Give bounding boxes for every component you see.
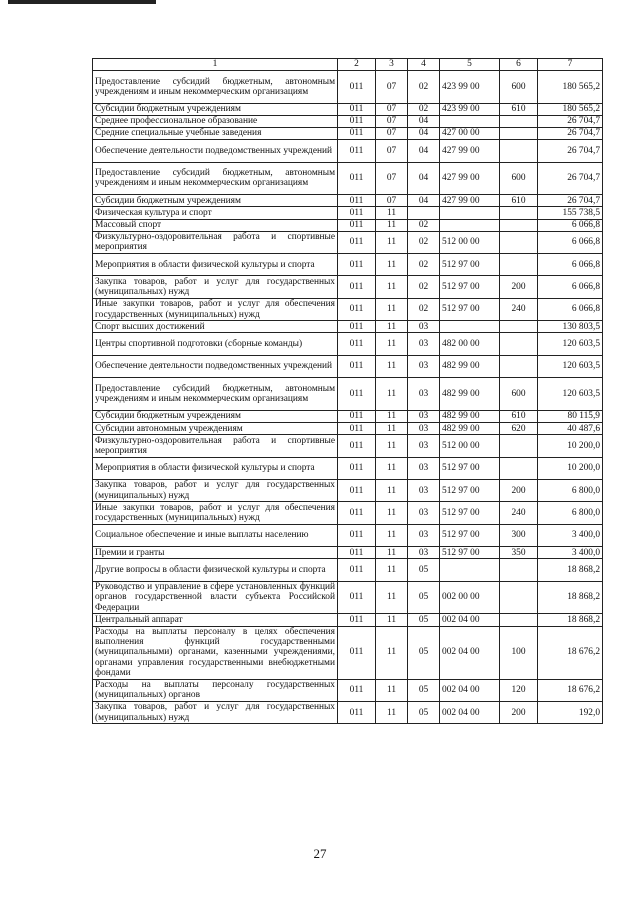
admin-code: 011 (338, 547, 376, 559)
section-code: 11 (376, 457, 408, 479)
row-name: Мероприятия в области физической культуры и спорта (93, 254, 338, 276)
admin-code: 011 (338, 559, 376, 581)
target-article: 512 97 00 (440, 298, 500, 320)
table-row (93, 559, 603, 581)
amount: 120 603,5 (538, 355, 603, 377)
section-code: 11 (376, 626, 408, 679)
row-name: Субсидии бюджетным учреждениям (93, 410, 338, 422)
subsection-code: 05 (408, 614, 440, 626)
amount: 6 800,0 (538, 479, 603, 501)
amount: 10 200,0 (538, 457, 603, 479)
row-name: Обеспечение деятельности подведомственных учреждений (93, 140, 338, 162)
expense-type: 240 (500, 298, 538, 320)
subsection-code: 05 (408, 701, 440, 723)
table-row (93, 581, 603, 614)
expense-type (500, 559, 538, 581)
row-name: Расходы на выплаты персоналу в целях обеспечения выполнения функций государственными (муниципальными) органами, казенными учреждениями, органами управления государственными внебюджетными фондами (93, 626, 338, 679)
expense-type (500, 254, 538, 276)
subsection-code: 04 (408, 140, 440, 162)
subsection-code: 05 (408, 679, 440, 701)
admin-code: 011 (338, 219, 376, 231)
col-header: 1 (93, 59, 338, 71)
subsection-code: 05 (408, 581, 440, 614)
expense-type: 350 (500, 547, 538, 559)
amount: 26 704,7 (538, 195, 603, 207)
amount: 120 603,5 (538, 378, 603, 411)
target-article (440, 115, 500, 127)
row-name: Иные закупки товаров, работ и услуг для обеспечения государственных (муниципальных) нужд (93, 502, 338, 524)
admin-code: 011 (338, 103, 376, 115)
row-name: Центральный аппарат (93, 614, 338, 626)
row-name: Закупка товаров, работ и услуг для государственных (муниципальных) нужд (93, 701, 338, 723)
amount: 6 066,8 (538, 276, 603, 298)
amount: 6 066,8 (538, 298, 603, 320)
section-code: 11 (376, 502, 408, 524)
expense-type: 240 (500, 502, 538, 524)
subsection-code: 05 (408, 626, 440, 679)
admin-code: 011 (338, 614, 376, 626)
admin-code: 011 (338, 435, 376, 457)
expense-type (500, 581, 538, 614)
table-row (93, 231, 603, 253)
section-code: 11 (376, 581, 408, 614)
amount: 26 704,7 (538, 162, 603, 195)
target-article: 427 00 00 (440, 127, 500, 139)
target-article: 002 00 00 (440, 581, 500, 614)
section-code: 11 (376, 524, 408, 546)
target-article: 423 99 00 (440, 103, 500, 115)
admin-code: 011 (338, 378, 376, 411)
section-code: 11 (376, 378, 408, 411)
amount: 3 400,0 (538, 524, 603, 546)
subsection-code: 03 (408, 435, 440, 457)
amount: 6 066,8 (538, 231, 603, 253)
table-row (93, 701, 603, 723)
subsection-code: 02 (408, 254, 440, 276)
section-code: 07 (376, 71, 408, 104)
table-row (93, 276, 603, 298)
admin-code: 011 (338, 254, 376, 276)
subsection-code: 04 (408, 127, 440, 139)
section-code: 11 (376, 435, 408, 457)
table-row (93, 626, 603, 679)
row-name: Средние специальные учебные заведения (93, 127, 338, 139)
section-code: 11 (376, 547, 408, 559)
row-name: Спорт высших достижений (93, 321, 338, 333)
col-header: 5 (440, 59, 500, 71)
admin-code: 011 (338, 140, 376, 162)
target-article: 512 97 00 (440, 457, 500, 479)
section-code: 07 (376, 127, 408, 139)
admin-code: 011 (338, 479, 376, 501)
section-code: 07 (376, 162, 408, 195)
section-code: 11 (376, 559, 408, 581)
subsection-code: 04 (408, 195, 440, 207)
subsection-code: 03 (408, 524, 440, 546)
amount: 18 868,2 (538, 581, 603, 614)
section-code: 11 (376, 276, 408, 298)
subsection-code: 04 (408, 115, 440, 127)
amount: 18 868,2 (538, 614, 603, 626)
admin-code: 011 (338, 333, 376, 355)
section-code: 11 (376, 298, 408, 320)
target-article: 512 97 00 (440, 524, 500, 546)
target-article: 423 99 00 (440, 71, 500, 104)
expense-type: 610 (500, 103, 538, 115)
amount: 40 487,6 (538, 423, 603, 435)
expense-type (500, 457, 538, 479)
table-row (93, 457, 603, 479)
target-article: 482 99 00 (440, 355, 500, 377)
admin-code: 011 (338, 410, 376, 422)
expense-type: 200 (500, 276, 538, 298)
section-code: 11 (376, 321, 408, 333)
subsection-code (408, 207, 440, 219)
target-article: 512 00 00 (440, 435, 500, 457)
table-row (93, 524, 603, 546)
target-article: 512 97 00 (440, 254, 500, 276)
expense-type: 200 (500, 701, 538, 723)
subsection-code: 03 (408, 457, 440, 479)
subsection-code: 02 (408, 71, 440, 104)
subsection-code: 03 (408, 355, 440, 377)
amount: 18 676,2 (538, 679, 603, 701)
amount: 18 868,2 (538, 559, 603, 581)
target-article (440, 207, 500, 219)
expense-type (500, 115, 538, 127)
table-row (93, 614, 603, 626)
admin-code: 011 (338, 701, 376, 723)
table-row (93, 115, 603, 127)
col-header: 6 (500, 59, 538, 71)
target-article: 482 99 00 (440, 378, 500, 411)
amount: 26 704,7 (538, 127, 603, 139)
page-number: 27 (313, 846, 327, 861)
admin-code: 011 (338, 581, 376, 614)
target-article: 482 00 00 (440, 333, 500, 355)
top-scan-bar (8, 0, 156, 4)
row-name: Субсидии бюджетным учреждениям (93, 103, 338, 115)
row-name: Центры спортивной подготовки (сборные команды) (93, 333, 338, 355)
row-name: Социальное обеспечение и иные выплаты населению (93, 524, 338, 546)
row-name: Физкультурно-оздоровительная работа и спортивные мероприятия (93, 231, 338, 253)
row-name: Среднее профессиональное образование (93, 115, 338, 127)
amount: 180 565,2 (538, 103, 603, 115)
budget-table (92, 58, 603, 724)
expense-type (500, 355, 538, 377)
amount: 180 565,2 (538, 71, 603, 104)
amount: 26 704,7 (538, 140, 603, 162)
row-name: Закупка товаров, работ и услуг для государственных (муниципальных) нужд (93, 276, 338, 298)
target-article: 427 99 00 (440, 140, 500, 162)
admin-code: 011 (338, 626, 376, 679)
row-name: Закупка товаров, работ и услуг для государственных (муниципальных) нужд (93, 479, 338, 501)
amount: 120 603,5 (538, 333, 603, 355)
target-article: 427 99 00 (440, 162, 500, 195)
section-code: 11 (376, 614, 408, 626)
table-row (93, 355, 603, 377)
subsection-code: 03 (408, 333, 440, 355)
subsection-code: 04 (408, 162, 440, 195)
col-header: 7 (538, 59, 603, 71)
subsection-code: 03 (408, 502, 440, 524)
section-code: 07 (376, 103, 408, 115)
section-code: 11 (376, 679, 408, 701)
amount: 192,0 (538, 701, 603, 723)
expense-type (500, 127, 538, 139)
table-row (93, 71, 603, 104)
col-header: 3 (376, 59, 408, 71)
target-article: 512 97 00 (440, 547, 500, 559)
table-row (93, 103, 603, 115)
admin-code: 011 (338, 127, 376, 139)
expense-type: 600 (500, 378, 538, 411)
target-article: 002 04 00 (440, 614, 500, 626)
target-article: 002 04 00 (440, 626, 500, 679)
target-article (440, 219, 500, 231)
table-row (93, 207, 603, 219)
subsection-code: 03 (408, 479, 440, 501)
subsection-code: 03 (408, 423, 440, 435)
section-code: 11 (376, 219, 408, 231)
section-code: 07 (376, 195, 408, 207)
admin-code: 011 (338, 162, 376, 195)
expense-type (500, 140, 538, 162)
table-row (93, 410, 603, 422)
section-code: 11 (376, 355, 408, 377)
target-article: 512 97 00 (440, 276, 500, 298)
expense-type: 600 (500, 162, 538, 195)
subsection-code: 02 (408, 103, 440, 115)
expense-type: 120 (500, 679, 538, 701)
target-article: 482 99 00 (440, 423, 500, 435)
amount: 26 704,7 (538, 115, 603, 127)
section-code: 11 (376, 701, 408, 723)
table-row (93, 321, 603, 333)
subsection-code: 02 (408, 219, 440, 231)
subsection-code: 02 (408, 276, 440, 298)
table-row (93, 502, 603, 524)
expense-type (500, 207, 538, 219)
section-code: 11 (376, 479, 408, 501)
expense-type: 300 (500, 524, 538, 546)
row-name: Мероприятия в области физической культуры и спорта (93, 457, 338, 479)
subsection-code: 03 (408, 321, 440, 333)
target-article: 002 04 00 (440, 701, 500, 723)
subsection-code: 03 (408, 410, 440, 422)
row-name: Физкультурно-оздоровительная работа и спортивные мероприятия (93, 435, 338, 457)
table-row (93, 127, 603, 139)
table-body (93, 71, 603, 724)
amount: 80 115,9 (538, 410, 603, 422)
admin-code: 011 (338, 298, 376, 320)
amount: 6 066,8 (538, 219, 603, 231)
amount: 6 800,0 (538, 502, 603, 524)
expense-type: 200 (500, 479, 538, 501)
row-name: Обеспечение деятельности подведомственных учреждений (93, 355, 338, 377)
row-name: Предоставление субсидий бюджетным, автономным учреждениям и иным некоммерческим организациям (93, 71, 338, 104)
expense-type: 610 (500, 410, 538, 422)
row-name: Премии и гранты (93, 547, 338, 559)
table-row (93, 378, 603, 411)
subsection-code: 05 (408, 559, 440, 581)
row-name: Предоставление субсидий бюджетным, автономным учреждениям и иным некоммерческим организациям (93, 162, 338, 195)
expense-type: 610 (500, 195, 538, 207)
target-article (440, 321, 500, 333)
table-row (93, 333, 603, 355)
table-row (93, 195, 603, 207)
row-name: Иные закупки товаров, работ и услуг для обеспечения государственных (муниципальных) нужд (93, 298, 338, 320)
amount: 155 738,5 (538, 207, 603, 219)
admin-code: 011 (338, 524, 376, 546)
admin-code: 011 (338, 423, 376, 435)
amount: 18 676,2 (538, 626, 603, 679)
table-row (93, 298, 603, 320)
target-article: 002 04 00 (440, 679, 500, 701)
table-row (93, 162, 603, 195)
table-row (93, 435, 603, 457)
section-code: 07 (376, 140, 408, 162)
admin-code: 011 (338, 115, 376, 127)
table-row (93, 423, 603, 435)
table-row (93, 254, 603, 276)
table-row (93, 479, 603, 501)
section-code: 11 (376, 231, 408, 253)
row-name: Субсидии бюджетным учреждениям (93, 195, 338, 207)
target-article: 482 99 00 (440, 410, 500, 422)
admin-code: 011 (338, 71, 376, 104)
admin-code: 011 (338, 679, 376, 701)
expense-type (500, 333, 538, 355)
expense-type: 620 (500, 423, 538, 435)
target-article: 512 97 00 (440, 479, 500, 501)
table-row (93, 219, 603, 231)
subsection-code: 03 (408, 378, 440, 411)
row-name: Расходы на выплаты персоналу государственных (муниципальных) органов (93, 679, 338, 701)
expense-type (500, 219, 538, 231)
admin-code: 011 (338, 195, 376, 207)
amount: 6 066,8 (538, 254, 603, 276)
admin-code: 011 (338, 321, 376, 333)
section-code: 11 (376, 423, 408, 435)
section-code: 11 (376, 254, 408, 276)
section-code: 11 (376, 410, 408, 422)
header-row (93, 59, 603, 71)
amount: 3 400,0 (538, 547, 603, 559)
table-row (93, 140, 603, 162)
row-name: Руководство и управление в сфере установленных функций органов государственной власти субъекта Российской Федерации (93, 581, 338, 614)
admin-code: 011 (338, 231, 376, 253)
admin-code: 011 (338, 502, 376, 524)
col-header: 2 (338, 59, 376, 71)
subsection-code: 03 (408, 547, 440, 559)
admin-code: 011 (338, 355, 376, 377)
subsection-code: 02 (408, 298, 440, 320)
admin-code: 011 (338, 457, 376, 479)
section-code: 11 (376, 333, 408, 355)
row-name: Другие вопросы в области физической культуры и спорта (93, 559, 338, 581)
section-code: 07 (376, 115, 408, 127)
amount: 130 803,5 (538, 321, 603, 333)
row-name: Субсидии автономным учреждениям (93, 423, 338, 435)
target-article: 512 97 00 (440, 502, 500, 524)
row-name: Физическая культура и спорт (93, 207, 338, 219)
row-name: Предоставление субсидий бюджетным, автономным учреждениям и иным некоммерческим организациям (93, 378, 338, 411)
target-article: 427 99 00 (440, 195, 500, 207)
expense-type: 100 (500, 626, 538, 679)
target-article: 512 00 00 (440, 231, 500, 253)
row-name: Массовый спорт (93, 219, 338, 231)
expense-type (500, 231, 538, 253)
target-article (440, 559, 500, 581)
expense-type (500, 614, 538, 626)
section-code: 11 (376, 207, 408, 219)
subsection-code: 02 (408, 231, 440, 253)
expense-type: 600 (500, 71, 538, 104)
expense-type (500, 435, 538, 457)
admin-code: 011 (338, 207, 376, 219)
amount: 10 200,0 (538, 435, 603, 457)
admin-code: 011 (338, 276, 376, 298)
expense-type (500, 321, 538, 333)
table-row (93, 547, 603, 559)
col-header: 4 (408, 59, 440, 71)
table-row (93, 679, 603, 701)
